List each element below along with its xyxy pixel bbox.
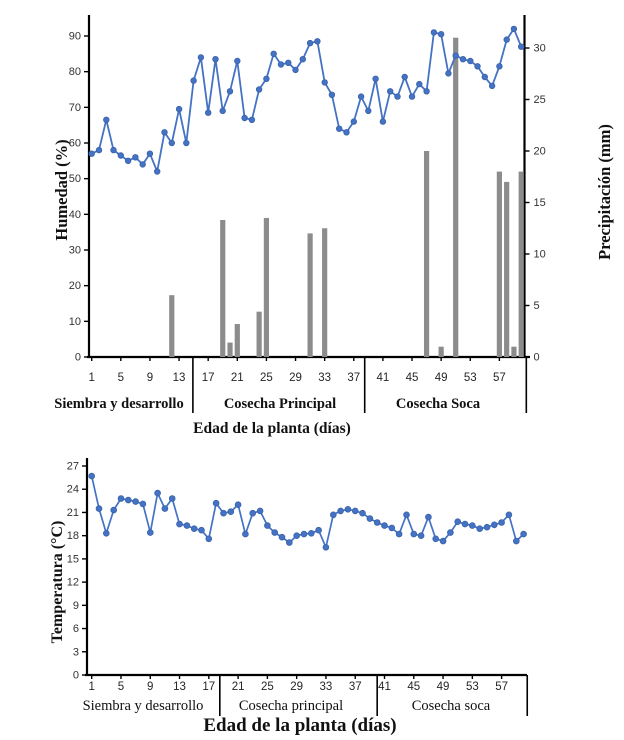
x-tick-label: 17 (202, 681, 216, 693)
humidity-point (176, 106, 182, 112)
temperature-point (308, 530, 314, 536)
y-tick-label: 27 (66, 460, 79, 473)
temperature-point (411, 531, 417, 537)
x-tick-label: 9 (146, 372, 154, 384)
humidity-point (256, 87, 262, 93)
humidity-point (147, 151, 153, 157)
humidity-point (329, 92, 335, 98)
temperature-point (169, 496, 175, 502)
precip-bar (220, 220, 225, 357)
precip-bar (519, 172, 524, 357)
humidity-point (475, 64, 481, 70)
y-tick-label: 70 (68, 101, 81, 114)
temperature-point (221, 510, 227, 516)
humidity-point (89, 151, 95, 157)
temperature-point (177, 521, 183, 527)
precipitation-bars (169, 38, 524, 357)
x-tick-label: 57 (492, 372, 506, 384)
x-tick-label: 33 (319, 681, 333, 693)
humidity-line-series (89, 26, 524, 174)
humidity-point (307, 40, 313, 46)
humidity-point (111, 147, 117, 153)
humidity-point (387, 89, 393, 95)
humidity-point (140, 162, 146, 168)
x-tick-label: 21 (230, 372, 244, 384)
precip-bar (169, 295, 174, 357)
y-tick-label: 90 (68, 30, 81, 43)
x-tick-label: 41 (378, 681, 391, 693)
precip-bar (235, 324, 240, 357)
x-tick-label: 45 (405, 372, 419, 384)
humidity-point (395, 94, 401, 100)
x-tick-label: 1 (88, 372, 95, 384)
c1-axes (69, 15, 546, 413)
humidity-point (198, 55, 204, 61)
phase-label-siembra-bottom: Siembra y desarrollo (82, 698, 204, 714)
precip-bar (257, 312, 262, 357)
humidity-point (133, 155, 139, 161)
humidity-point (278, 62, 284, 68)
y-tick-label: 15 (66, 553, 79, 566)
c2-axes (67, 458, 527, 716)
humidity-point (453, 53, 459, 59)
humidity-point (468, 58, 474, 64)
temperature-point (235, 502, 241, 508)
temperature-point (338, 508, 344, 514)
temperature-point (279, 534, 285, 540)
phase-label-cosecha-principal-top: Cosecha Principal (223, 396, 337, 412)
humidity-point (336, 126, 342, 132)
humidity-point (300, 56, 306, 62)
temperature-point (374, 520, 380, 526)
y-tick-label: 80 (68, 66, 81, 79)
temperature-axis-title: Temperatura (°C) (49, 520, 66, 644)
phase-label-siembra-top: Siembra y desarrollo (54, 396, 184, 412)
humidity-point (315, 39, 321, 45)
precip-bar (511, 347, 516, 357)
x-tick-label: 49 (434, 372, 448, 384)
temperature-point (294, 533, 300, 539)
humidity-point (511, 26, 517, 32)
x-tick-label: 1 (88, 681, 95, 693)
humidity-point (482, 74, 488, 80)
y-tick-label: 40 (68, 208, 81, 221)
humidity-point (154, 169, 160, 175)
y-tick-label: 9 (72, 599, 79, 612)
x-tick-label: 21 (231, 681, 245, 693)
temperature-point (286, 540, 292, 546)
temperature-point (133, 499, 139, 505)
humidity-point (249, 117, 255, 123)
humidity-point (184, 140, 190, 146)
temperature-point (389, 525, 395, 531)
temperature-point (491, 522, 497, 528)
humidity-point (220, 108, 226, 114)
humidity-point (489, 83, 495, 89)
x-tick-label: 53 (463, 372, 477, 384)
temperature-point (426, 514, 432, 520)
x-tick-label: 17 (201, 372, 215, 384)
humidity-point (351, 119, 357, 125)
temperature-point (477, 526, 483, 532)
humidity-point (125, 158, 131, 164)
temperature-point (440, 538, 446, 544)
precipitation-axis-title: Precipitación (mm) (595, 124, 614, 260)
temperature-point (243, 531, 249, 537)
temperature-line-series (89, 473, 527, 550)
temperature-point (462, 521, 468, 527)
temperature-point (382, 523, 388, 529)
y-tick-label: 24 (66, 483, 79, 496)
temperature-point (257, 508, 263, 514)
y2-tick-label: 15 (533, 197, 546, 209)
humidity-point (242, 115, 248, 121)
temperature-point (521, 531, 527, 537)
humidity-point (118, 153, 124, 159)
humidity-point (293, 67, 299, 73)
humidity-axis-title: Humedad (%) (52, 139, 71, 241)
temperature-point (125, 497, 131, 503)
x-tick-label: 13 (172, 372, 186, 384)
precip-bar (424, 151, 429, 357)
temperature-point (448, 530, 454, 536)
humidity-point (286, 60, 292, 66)
x-tick-label: 45 (407, 681, 421, 693)
temperature-point (191, 526, 197, 532)
humidity-point (96, 147, 102, 153)
x-tick-label: 49 (436, 681, 450, 693)
phase-label-cosecha-principal-bottom: Cosecha principal (238, 698, 344, 714)
x-tick-label: 37 (347, 372, 361, 384)
precip-bar (504, 182, 509, 357)
humidity-point (424, 89, 430, 95)
humidity-precipitation-chart (52, 15, 614, 437)
temperature-point (140, 501, 146, 507)
temperature-point (316, 527, 322, 533)
humidity-point (264, 76, 270, 82)
temperature-polyline (92, 476, 524, 547)
temperature-point (96, 506, 102, 512)
y2-tick-label: 10 (533, 248, 546, 261)
x-tick-label: 29 (289, 372, 302, 384)
x-tick-label: 13 (173, 681, 186, 693)
humidity-point (460, 56, 466, 62)
precip-bar (439, 347, 444, 357)
x-tick-label: 57 (495, 681, 509, 693)
humidity-point (169, 140, 175, 146)
temperature-point (111, 507, 117, 513)
y-tick-label: 0 (72, 669, 79, 682)
humidity-point (504, 37, 510, 43)
precip-bar (264, 218, 269, 357)
humidity-point (518, 44, 524, 50)
y-tick-label: 12 (66, 576, 79, 589)
temperature-point (272, 530, 278, 536)
temperature-point (418, 533, 424, 539)
y-tick-label: 30 (68, 244, 81, 257)
y-tick-label: 0 (74, 351, 81, 364)
humidity-point (322, 80, 328, 86)
temperature-point (484, 524, 490, 530)
humidity-point (438, 31, 444, 37)
temperature-point (265, 523, 271, 529)
temperature-point (206, 536, 212, 542)
temperature-point (499, 520, 505, 526)
precip-bar (497, 172, 502, 357)
humidity-point (191, 78, 197, 84)
y2-tick-label: 30 (533, 42, 546, 55)
temperature-point (455, 519, 461, 525)
temperature-point (103, 530, 109, 536)
temperature-point (184, 523, 190, 529)
y2-tick-label: 0 (533, 351, 540, 364)
humidity-point (271, 51, 277, 57)
x-tick-label: 5 (117, 372, 125, 384)
y-tick-label: 21 (66, 506, 79, 519)
temperature-point (301, 531, 307, 537)
x-tick-label: 25 (260, 372, 273, 384)
humidity-point (409, 94, 415, 100)
humidity-point (366, 108, 372, 114)
precip-bar (453, 38, 458, 357)
humidity-point (380, 119, 386, 125)
x-tick-label: 33 (318, 372, 332, 384)
x-axis-title-top: Edad de la planta (días) (193, 420, 351, 437)
temperature-point (213, 500, 219, 506)
temperature-point (228, 509, 234, 515)
precip-bar (227, 343, 232, 357)
x-tick-label: 25 (260, 681, 274, 693)
y-tick-label: 18 (66, 530, 79, 543)
phase-label-cosecha-soca-bottom: Cosecha soca (411, 698, 491, 714)
y-tick-label: 60 (68, 137, 81, 150)
x-tick-label: 5 (117, 681, 125, 693)
temperature-point (367, 516, 373, 522)
y-tick-label: 10 (68, 315, 81, 328)
precip-bar (322, 228, 327, 357)
temperature-point (199, 527, 205, 533)
humidity-point (431, 30, 437, 36)
y2-tick-label: 5 (533, 300, 540, 312)
humidity-point (344, 130, 350, 136)
humidity-point (417, 81, 423, 87)
humidity-point (213, 56, 219, 62)
x-tick-label: 9 (147, 681, 154, 693)
x-tick-label: 41 (376, 372, 390, 384)
temperature-point (89, 473, 95, 479)
y-tick-label: 50 (68, 173, 81, 186)
temperature-point (147, 530, 153, 536)
x-axis-title-bottom: Edad de la planta (días) (203, 715, 397, 736)
temperature-chart (49, 458, 527, 736)
humidity-point (235, 58, 241, 64)
temperature-point (118, 496, 124, 502)
temperature-point (162, 506, 168, 512)
humidity-point (373, 76, 379, 82)
y-tick-label: 6 (72, 623, 79, 636)
temperature-point (404, 512, 410, 518)
precip-bar (308, 233, 313, 357)
temperature-point (345, 506, 351, 512)
humidity-point (446, 71, 452, 77)
temperature-point (155, 490, 161, 496)
y-tick-label: 20 (68, 280, 81, 293)
phase-label-cosecha-soca-top: Cosecha Soca (395, 396, 481, 412)
temperature-point (396, 531, 402, 537)
temperature-point (330, 512, 336, 518)
y2-tick-label: 25 (533, 94, 546, 106)
humidity-point (227, 89, 233, 95)
y2-tick-label: 20 (533, 145, 546, 158)
x-tick-label: 37 (348, 681, 362, 693)
humidity-point (358, 94, 364, 100)
humidity-point (497, 64, 503, 70)
humidity-point (104, 117, 110, 123)
temperature-point (433, 536, 439, 542)
temperature-point (506, 512, 512, 518)
temperature-point (469, 523, 475, 529)
temperature-point (352, 508, 358, 514)
humidity-point (205, 110, 211, 116)
humidity-point (402, 74, 408, 80)
x-tick-label: 29 (290, 681, 304, 693)
x-tick-label: 53 (465, 681, 479, 693)
temperature-point (513, 538, 519, 544)
humidity-point (162, 130, 168, 136)
temperature-point (250, 510, 256, 516)
y-tick-label: 3 (72, 646, 79, 659)
temperature-point (323, 544, 329, 550)
temperature-point (360, 510, 366, 516)
